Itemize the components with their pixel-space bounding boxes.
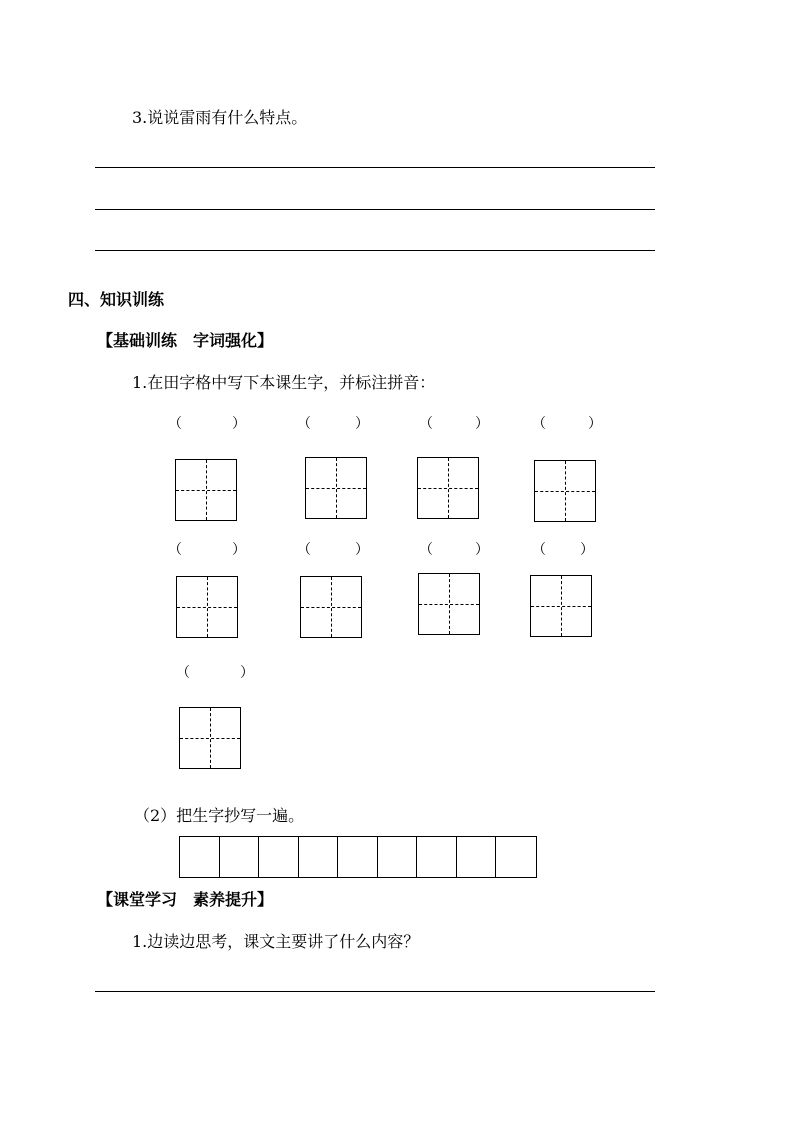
copy-cell[interactable] — [180, 837, 220, 877]
tian-grid-7[interactable] — [418, 573, 480, 635]
answer-line-4[interactable] — [95, 991, 655, 992]
copy-cell[interactable] — [496, 837, 536, 877]
copy-cell[interactable] — [457, 837, 497, 877]
copy-cell[interactable] — [338, 837, 378, 877]
basic-question-1: 1.在田字格中写下本课生字，并标注拼音： — [132, 373, 436, 392]
tian-grid-2[interactable] — [305, 457, 367, 519]
copy-cell[interactable] — [220, 837, 260, 877]
answer-line-3[interactable] — [95, 250, 655, 251]
copy-cell[interactable] — [417, 837, 457, 877]
tian-grid-8[interactable] — [530, 575, 592, 637]
tian-grid-5[interactable] — [176, 576, 238, 638]
classroom-learning-heading: 【课堂学习 素养提升】 — [97, 890, 274, 909]
question-3: 3.说说雷雨有什么特点。 — [132, 108, 308, 127]
tian-grid-1[interactable] — [175, 459, 237, 521]
copy-cell[interactable] — [378, 837, 418, 877]
tian-grid-9[interactable] — [179, 707, 241, 769]
tian-grid-3[interactable] — [417, 457, 479, 519]
copy-cell[interactable] — [299, 837, 339, 877]
basic-question-2: （2）把生字抄写一遍。 — [134, 806, 305, 825]
classroom-question-1: 1.边读边思考，课文主要讲了什么内容？ — [132, 932, 420, 951]
section-4-heading: 四、知识训练 — [68, 290, 165, 309]
tian-grid-6[interactable] — [300, 576, 362, 638]
copy-writing-row — [179, 836, 537, 878]
answer-line-1[interactable] — [95, 167, 655, 168]
basic-training-heading: 【基础训练 字词强化】 — [97, 331, 274, 350]
answer-line-2[interactable] — [95, 209, 655, 210]
copy-cell[interactable] — [259, 837, 299, 877]
tian-grid-4[interactable] — [534, 460, 596, 522]
